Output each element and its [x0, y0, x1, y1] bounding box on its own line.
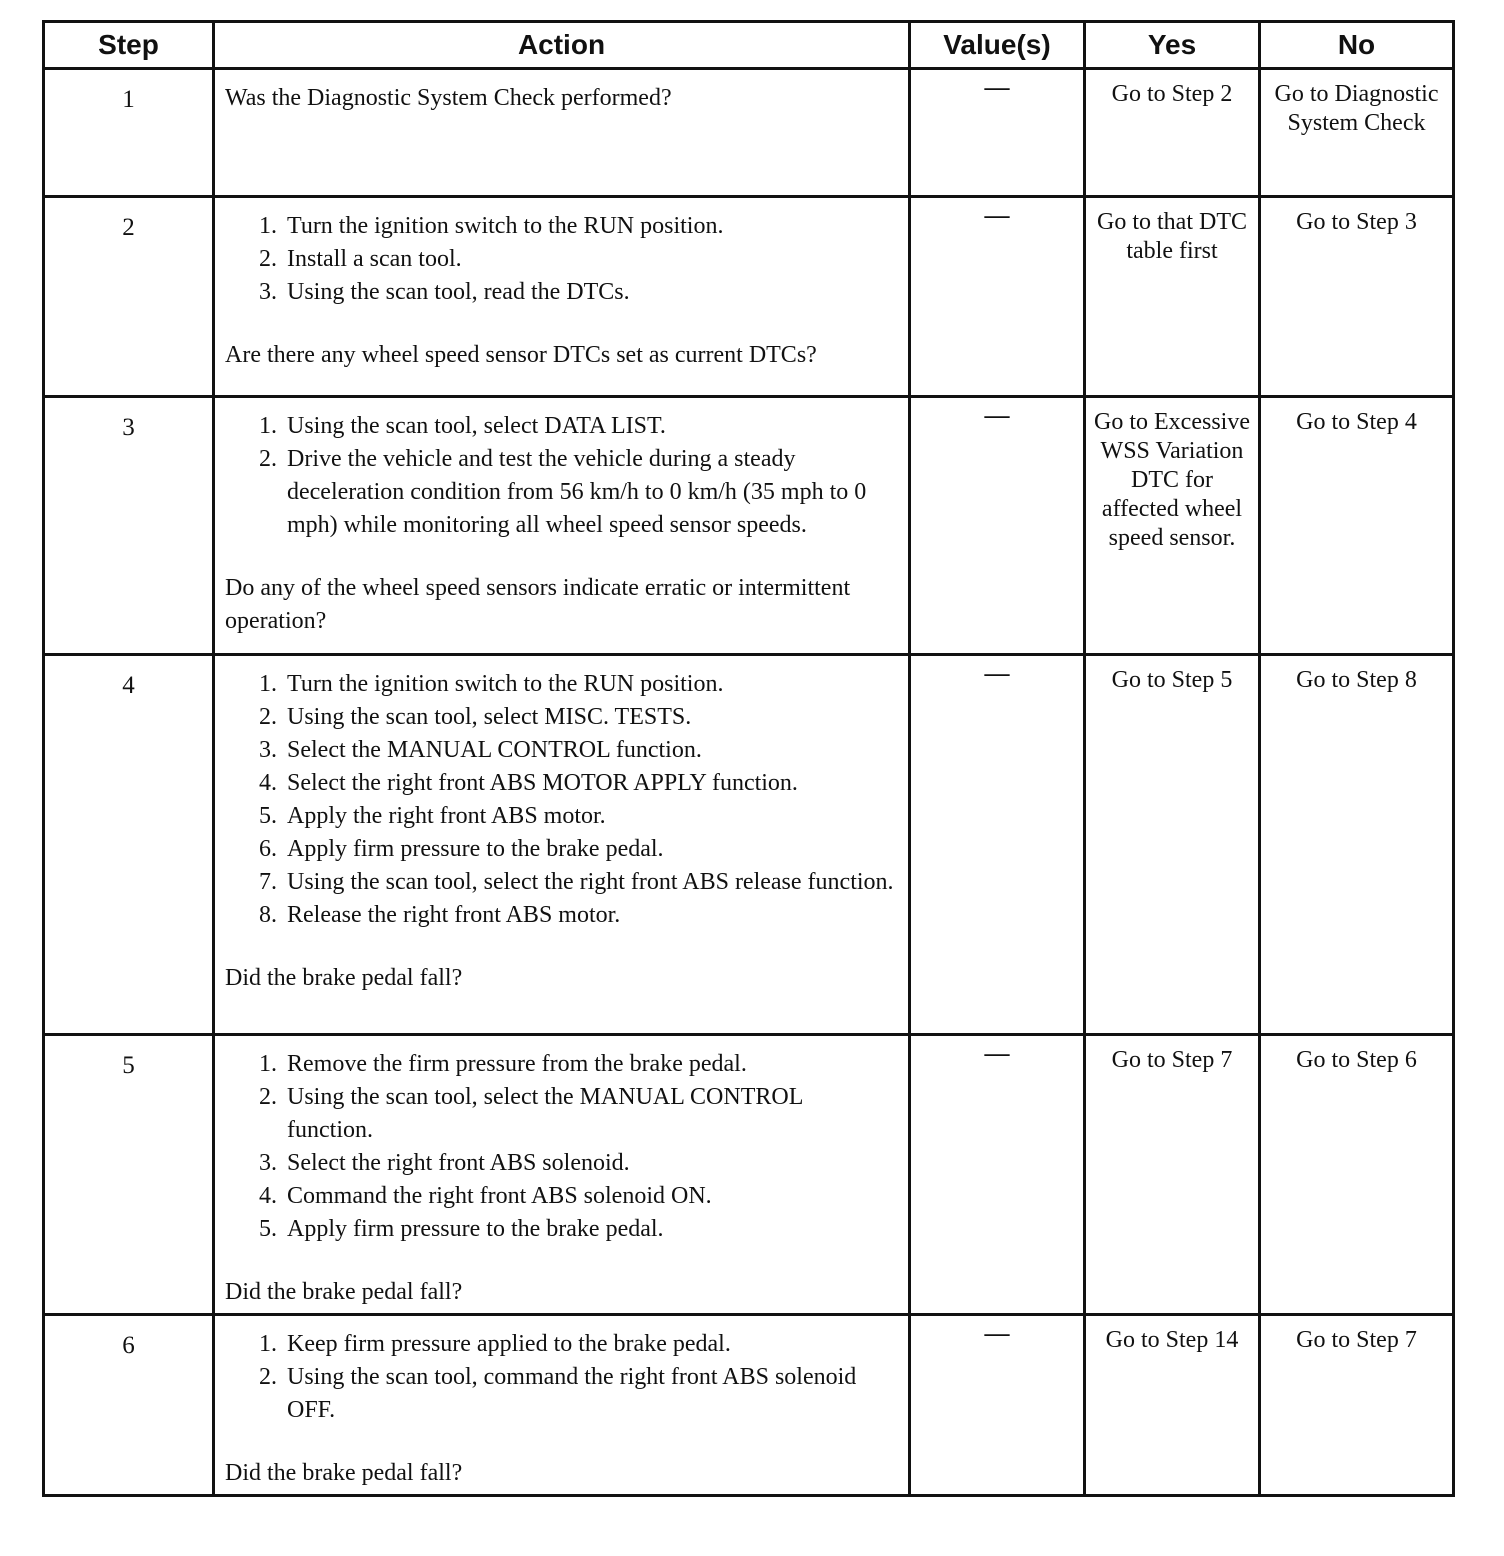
substep-item: 2. Drive the vehicle and test the vehicle during a steady deceleration condition from 56 km/h to 0 km/h (35 mph to 0 mph) while monitoring all wheel speed sensor speeds.: [283, 443, 894, 542]
action-cell: [214, 397, 910, 655]
substep-list: [225, 1328, 894, 1427]
no-cell: Go to Step 4: [1260, 397, 1454, 655]
yes-cell: Go to Step 14: [1085, 1315, 1260, 1496]
yes-cell: Go to Step 7: [1085, 1035, 1260, 1315]
substep-item: 2. Using the scan tool, command the right front ABS solenoid OFF.: [283, 1361, 894, 1427]
substep-item: 1. Using the scan tool, select DATA LIST.: [283, 410, 894, 443]
step-number: 2: [44, 197, 214, 397]
yes-cell: Go to that DTC table first: [1085, 197, 1260, 397]
substep-item: 5. Apply the right front ABS motor.: [283, 800, 894, 833]
action-question: Was the Diagnostic System Check performed?: [225, 85, 672, 111]
substep-item: 3. Using the scan tool, read the DTCs.: [283, 276, 894, 309]
step-number: 4: [44, 655, 214, 1035]
action-question: Do any of the wheel speed sensors indicate erratic or intermittent operation?: [225, 575, 851, 634]
value-dash: —: [984, 202, 1010, 229]
table-body: [44, 69, 1454, 1496]
diagnostic-table: [42, 20, 1455, 1497]
table-row: [44, 1035, 1454, 1315]
substep-list: [225, 410, 894, 542]
substep-item: 3. Select the MANUAL CONTROL function.: [283, 734, 894, 767]
substep-item: 4. Select the right front ABS MOTOR APPLY function.: [283, 767, 894, 800]
value-cell: [910, 197, 1085, 397]
substep-item: 6. Apply firm pressure to the brake pedal.: [283, 833, 894, 866]
no-cell: Go to Step 8: [1260, 655, 1454, 1035]
action-question: Did the brake pedal fall?: [225, 1279, 463, 1305]
substep-item: 2. Install a scan tool.: [283, 243, 894, 276]
value-cell: [910, 69, 1085, 197]
header-values: Value(s): [910, 22, 1085, 69]
substep-item: 2. Using the scan tool, select MISC. TESTS.: [283, 701, 894, 734]
step-number: 1: [44, 69, 214, 197]
value-dash: —: [984, 74, 1010, 101]
no-cell: Go to Step 7: [1260, 1315, 1454, 1496]
action-question: Did the brake pedal fall?: [225, 1460, 463, 1486]
action-question: Are there any wheel speed sensor DTCs set as current DTCs?: [225, 342, 817, 368]
substep-item: 1. Keep firm pressure applied to the brake pedal.: [283, 1328, 894, 1361]
substep-list: [225, 668, 894, 932]
value-cell: [910, 397, 1085, 655]
substep-item: 3. Select the right front ABS solenoid.: [283, 1147, 894, 1180]
step-number: 3: [44, 397, 214, 655]
substep-item: 4. Command the right front ABS solenoid ON.: [283, 1180, 894, 1213]
action-question: Did the brake pedal fall?: [225, 965, 463, 991]
value-dash: —: [984, 402, 1010, 429]
substep-item: 1. Remove the firm pressure from the brake pedal.: [283, 1048, 894, 1081]
diagnostic-document: [42, 20, 1452, 1497]
substep-item: 5. Apply firm pressure to the brake pedal.: [283, 1213, 894, 1246]
substep-item: 7. Using the scan tool, select the right front ABS release function.: [283, 866, 894, 899]
substep-item: 1. Turn the ignition switch to the RUN position.: [283, 210, 894, 243]
header-step: Step: [44, 22, 214, 69]
value-dash: —: [984, 1320, 1010, 1347]
table-row: [44, 1315, 1454, 1496]
table-row: [44, 69, 1454, 197]
step-number: 5: [44, 1035, 214, 1315]
value-cell: [910, 1315, 1085, 1496]
header-yes: Yes: [1085, 22, 1260, 69]
yes-cell: Go to Excessive WSS Variation DTC for affected wheel speed sensor.: [1085, 397, 1260, 655]
action-cell: [214, 655, 910, 1035]
action-cell: [214, 69, 910, 197]
value-cell: [910, 655, 1085, 1035]
no-cell: Go to Step 3: [1260, 197, 1454, 397]
substep-item: 2. Using the scan tool, select the MANUAL CONTROL function.: [283, 1081, 894, 1147]
table-row: [44, 397, 1454, 655]
header-action: Action: [214, 22, 910, 69]
no-cell: Go to Diagnostic System Check: [1260, 69, 1454, 197]
yes-cell: Go to Step 2: [1085, 69, 1260, 197]
substep-list: [225, 210, 894, 309]
action-cell: [214, 197, 910, 397]
action-cell: [214, 1035, 910, 1315]
value-dash: —: [984, 1040, 1010, 1067]
header-no: No: [1260, 22, 1454, 69]
header-row: [44, 22, 1454, 69]
value-dash: —: [984, 660, 1010, 687]
no-cell: Go to Step 6: [1260, 1035, 1454, 1315]
action-cell: [214, 1315, 910, 1496]
table-row: [44, 655, 1454, 1035]
substep-item: 8. Release the right front ABS motor.: [283, 899, 894, 932]
step-number: 6: [44, 1315, 214, 1496]
yes-cell: Go to Step 5: [1085, 655, 1260, 1035]
substep-list: [225, 1048, 894, 1246]
table-row: [44, 197, 1454, 397]
value-cell: [910, 1035, 1085, 1315]
substep-item: 1. Turn the ignition switch to the RUN position.: [283, 668, 894, 701]
